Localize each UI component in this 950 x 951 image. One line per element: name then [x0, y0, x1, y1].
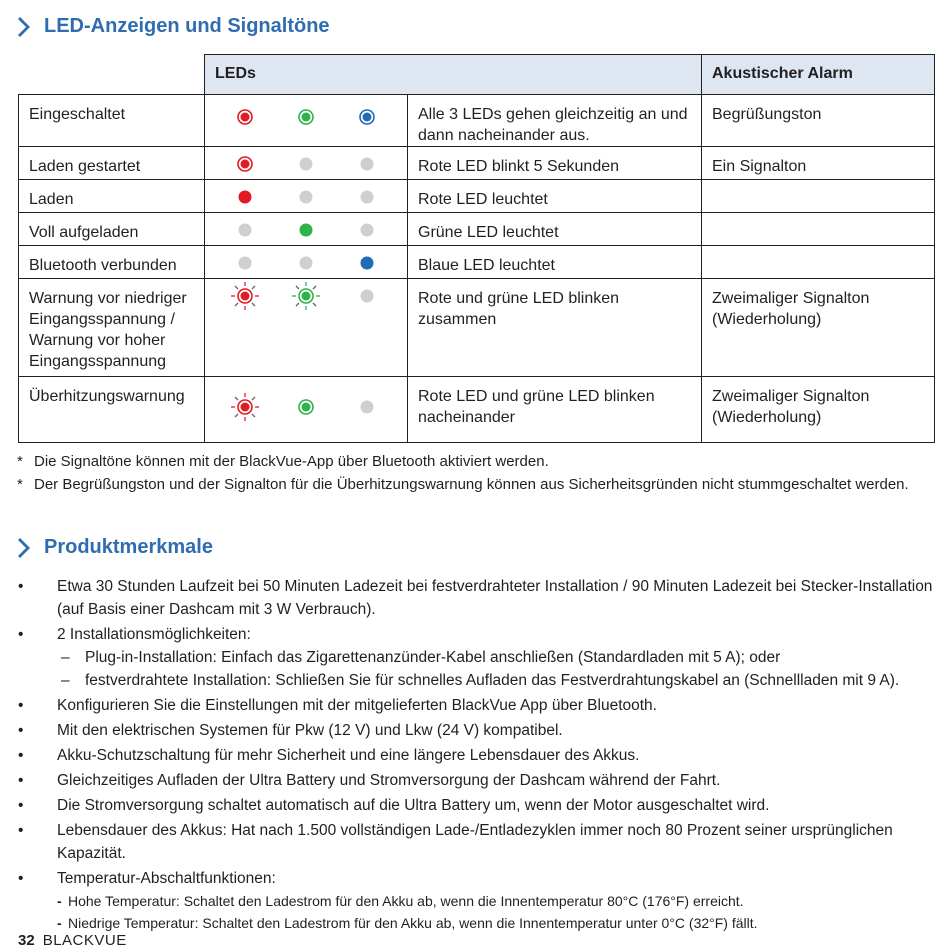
red-led-icon — [230, 102, 260, 132]
green-led-icon — [291, 215, 321, 245]
features-list — [18, 575, 938, 936]
row-description: Rote LED blinkt 5 Sekunden — [408, 147, 702, 180]
list-item: • Die Stromversorgung schaltet automatisch auf die Ultra Battery um, wenn der Motor ausgeschaltet wird. — [18, 797, 770, 814]
row-label: Eingeschaltet — [19, 95, 205, 147]
list-item: – Plug-in-Installation: Einfach das Zigarettenanzünder-Kabel anschließen (Standardladen mit 5 A); oder — [61, 649, 781, 666]
table-row — [19, 213, 935, 246]
temperature-list — [57, 890, 938, 934]
led-off-icon — [352, 392, 382, 422]
led-off-icon — [352, 281, 382, 311]
row-label: Überhitzungswarnung — [19, 377, 205, 443]
led-off-icon — [230, 215, 260, 245]
table-row — [19, 180, 935, 213]
led-off-icon — [291, 182, 321, 212]
page-number: 32 — [18, 932, 35, 949]
list-item: • Temperatur-Abschaltfunktionen: - Hohe Temperatur: Schaltet den Ladestrom für den Akku ab, wenn die Innentemperatur 80°C (176°F) erreicht. - Niedrige Temperatur: Schaltet den Ladestrom für den Akku ab, wenn die Innentemperatur unter 0°C (32°F) fällt. — [18, 867, 938, 934]
list-item: • Gleichzeitiges Aufladen der Ultra Battery und Stromversorgung der Dashcam während der Fahrt. — [18, 772, 721, 789]
red-led-icon — [230, 281, 260, 311]
green-led-icon — [291, 392, 321, 422]
list-item: • 2 Installationsmöglichkeiten: – Plug-in-Installation: Einfach das Zigarettenanzünder-Kabel anschließen (Standardladen mit 5 A); oder – festverdrahtete Installation: Schließen Sie für schnelles Aufladen das Festverdrahtungskabel an (Schnellladen mit 9 A). — [18, 623, 938, 692]
led-indicators — [205, 377, 408, 443]
brand-name: BLACKVUE — [42, 932, 127, 949]
led-indicators — [205, 95, 408, 147]
row-alarm: Zweimaliger Signalton (Wiederholung) — [702, 377, 935, 443]
led-table — [18, 54, 935, 443]
list-item: • Lebensdauer des Akkus: Hat nach 1.500 vollständigen Lade-/Entladezyklen immer noch 80 Prozent seiner ursprünglichen Kapazität. — [18, 822, 893, 862]
footnote: * Der Begrüßungston und der Signalton für die Überhitzungswarnung können aus Sicherheitsgründen nicht stummgeschaltet werden. — [17, 476, 909, 493]
list-item: • Etwa 30 Stunden Laufzeit bei 50 Minuten Ladezeit bei festverdrahteter Installation / 90 Minuten Ladezeit bei Stecker-Installation (auf Basis einer Dashcam mit 3 W Verbrauch). — [18, 578, 933, 618]
led-indicators — [205, 246, 408, 279]
list-item: - Niedrige Temperatur: Schaltet den Ladestrom für den Akku ab, wenn die Innentemperatur unter 0°C (32°F) fällt. — [57, 915, 758, 931]
table-row — [19, 246, 935, 279]
led-off-icon — [352, 182, 382, 212]
row-alarm: Begrüßungston — [702, 95, 935, 147]
header-leds: LEDs — [205, 55, 702, 95]
row-label: Laden — [19, 180, 205, 213]
table-row — [19, 147, 935, 180]
row-label: Laden gestartet — [19, 147, 205, 180]
led-off-icon — [291, 149, 321, 179]
red-led-icon — [230, 392, 260, 422]
chevron-right-icon — [18, 16, 32, 38]
table-row — [19, 279, 935, 377]
row-description: Blaue LED leuchtet — [408, 246, 702, 279]
row-description: Grüne LED leuchtet — [408, 213, 702, 246]
led-indicators — [205, 147, 408, 180]
list-item: – festverdrahtete Installation: Schließen Sie für schnelles Aufladen das Festverdrahtungskabel an (Schnellladen mit 9 A). — [61, 672, 900, 689]
row-alarm — [702, 246, 935, 279]
list-item: • Akku-Schutzschaltung für mehr Sicherheit und eine längere Lebensdauer des Akkus. — [18, 747, 640, 764]
footnote: * Die Signaltöne können mit der BlackVue-App über Bluetooth aktiviert werden. — [17, 453, 549, 470]
list-item: - Hohe Temperatur: Schaltet den Ladestrom für den Akku ab, wenn die Innentemperatur 80°C (176°F) erreicht. — [57, 893, 744, 909]
led-off-icon — [230, 248, 260, 278]
red-led-icon — [230, 182, 260, 212]
row-alarm: Zweimaliger Signalton (Wiederholung) — [702, 279, 935, 377]
header-alarm: Akustischer Alarm — [702, 55, 935, 95]
row-alarm — [702, 213, 935, 246]
led-indicators — [205, 213, 408, 246]
page-footer — [18, 932, 127, 949]
footnotes — [17, 450, 937, 496]
table-row — [19, 377, 935, 443]
blue-led-icon — [352, 248, 382, 278]
red-led-icon — [230, 149, 260, 179]
led-indicators — [205, 279, 408, 377]
led-off-icon — [291, 248, 321, 278]
blue-led-icon — [352, 102, 382, 132]
list-item: • Mit den elektrischen Systemen für Pkw (12 V) und Lkw (24 V) kompatibel. — [18, 722, 563, 739]
row-description: Rote LED leuchtet — [408, 180, 702, 213]
row-alarm: Ein Signalton — [702, 147, 935, 180]
row-alarm — [702, 180, 935, 213]
row-description: Alle 3 LEDs gehen gleichzeitig an und dann nacheinander aus. — [408, 95, 702, 147]
led-indicators — [205, 180, 408, 213]
header-blank — [19, 55, 205, 95]
green-led-icon — [291, 281, 321, 311]
row-label: Voll aufgeladen — [19, 213, 205, 246]
row-description: Rote LED und grüne LED blinken nacheinander — [408, 377, 702, 443]
chevron-right-icon — [18, 537, 32, 559]
features-section-title: Produktmerkmale — [18, 536, 213, 559]
row-description: Rote und grüne LED blinken zusammen — [408, 279, 702, 377]
list-item: • Konfigurieren Sie die Einstellungen mit der mitgelieferten BlackVue App über Bluetooth. — [18, 697, 657, 714]
table-row — [19, 95, 935, 147]
row-label: Bluetooth verbunden — [19, 246, 205, 279]
led-off-icon — [352, 149, 382, 179]
install-options-list — [57, 646, 938, 692]
led-section-title: LED-Anzeigen und Signaltöne — [18, 15, 330, 38]
led-off-icon — [352, 215, 382, 245]
row-label: Warnung vor niedriger Eingangsspannung / Warnung vor hoher Eingangsspannung — [19, 279, 205, 377]
green-led-icon — [291, 102, 321, 132]
